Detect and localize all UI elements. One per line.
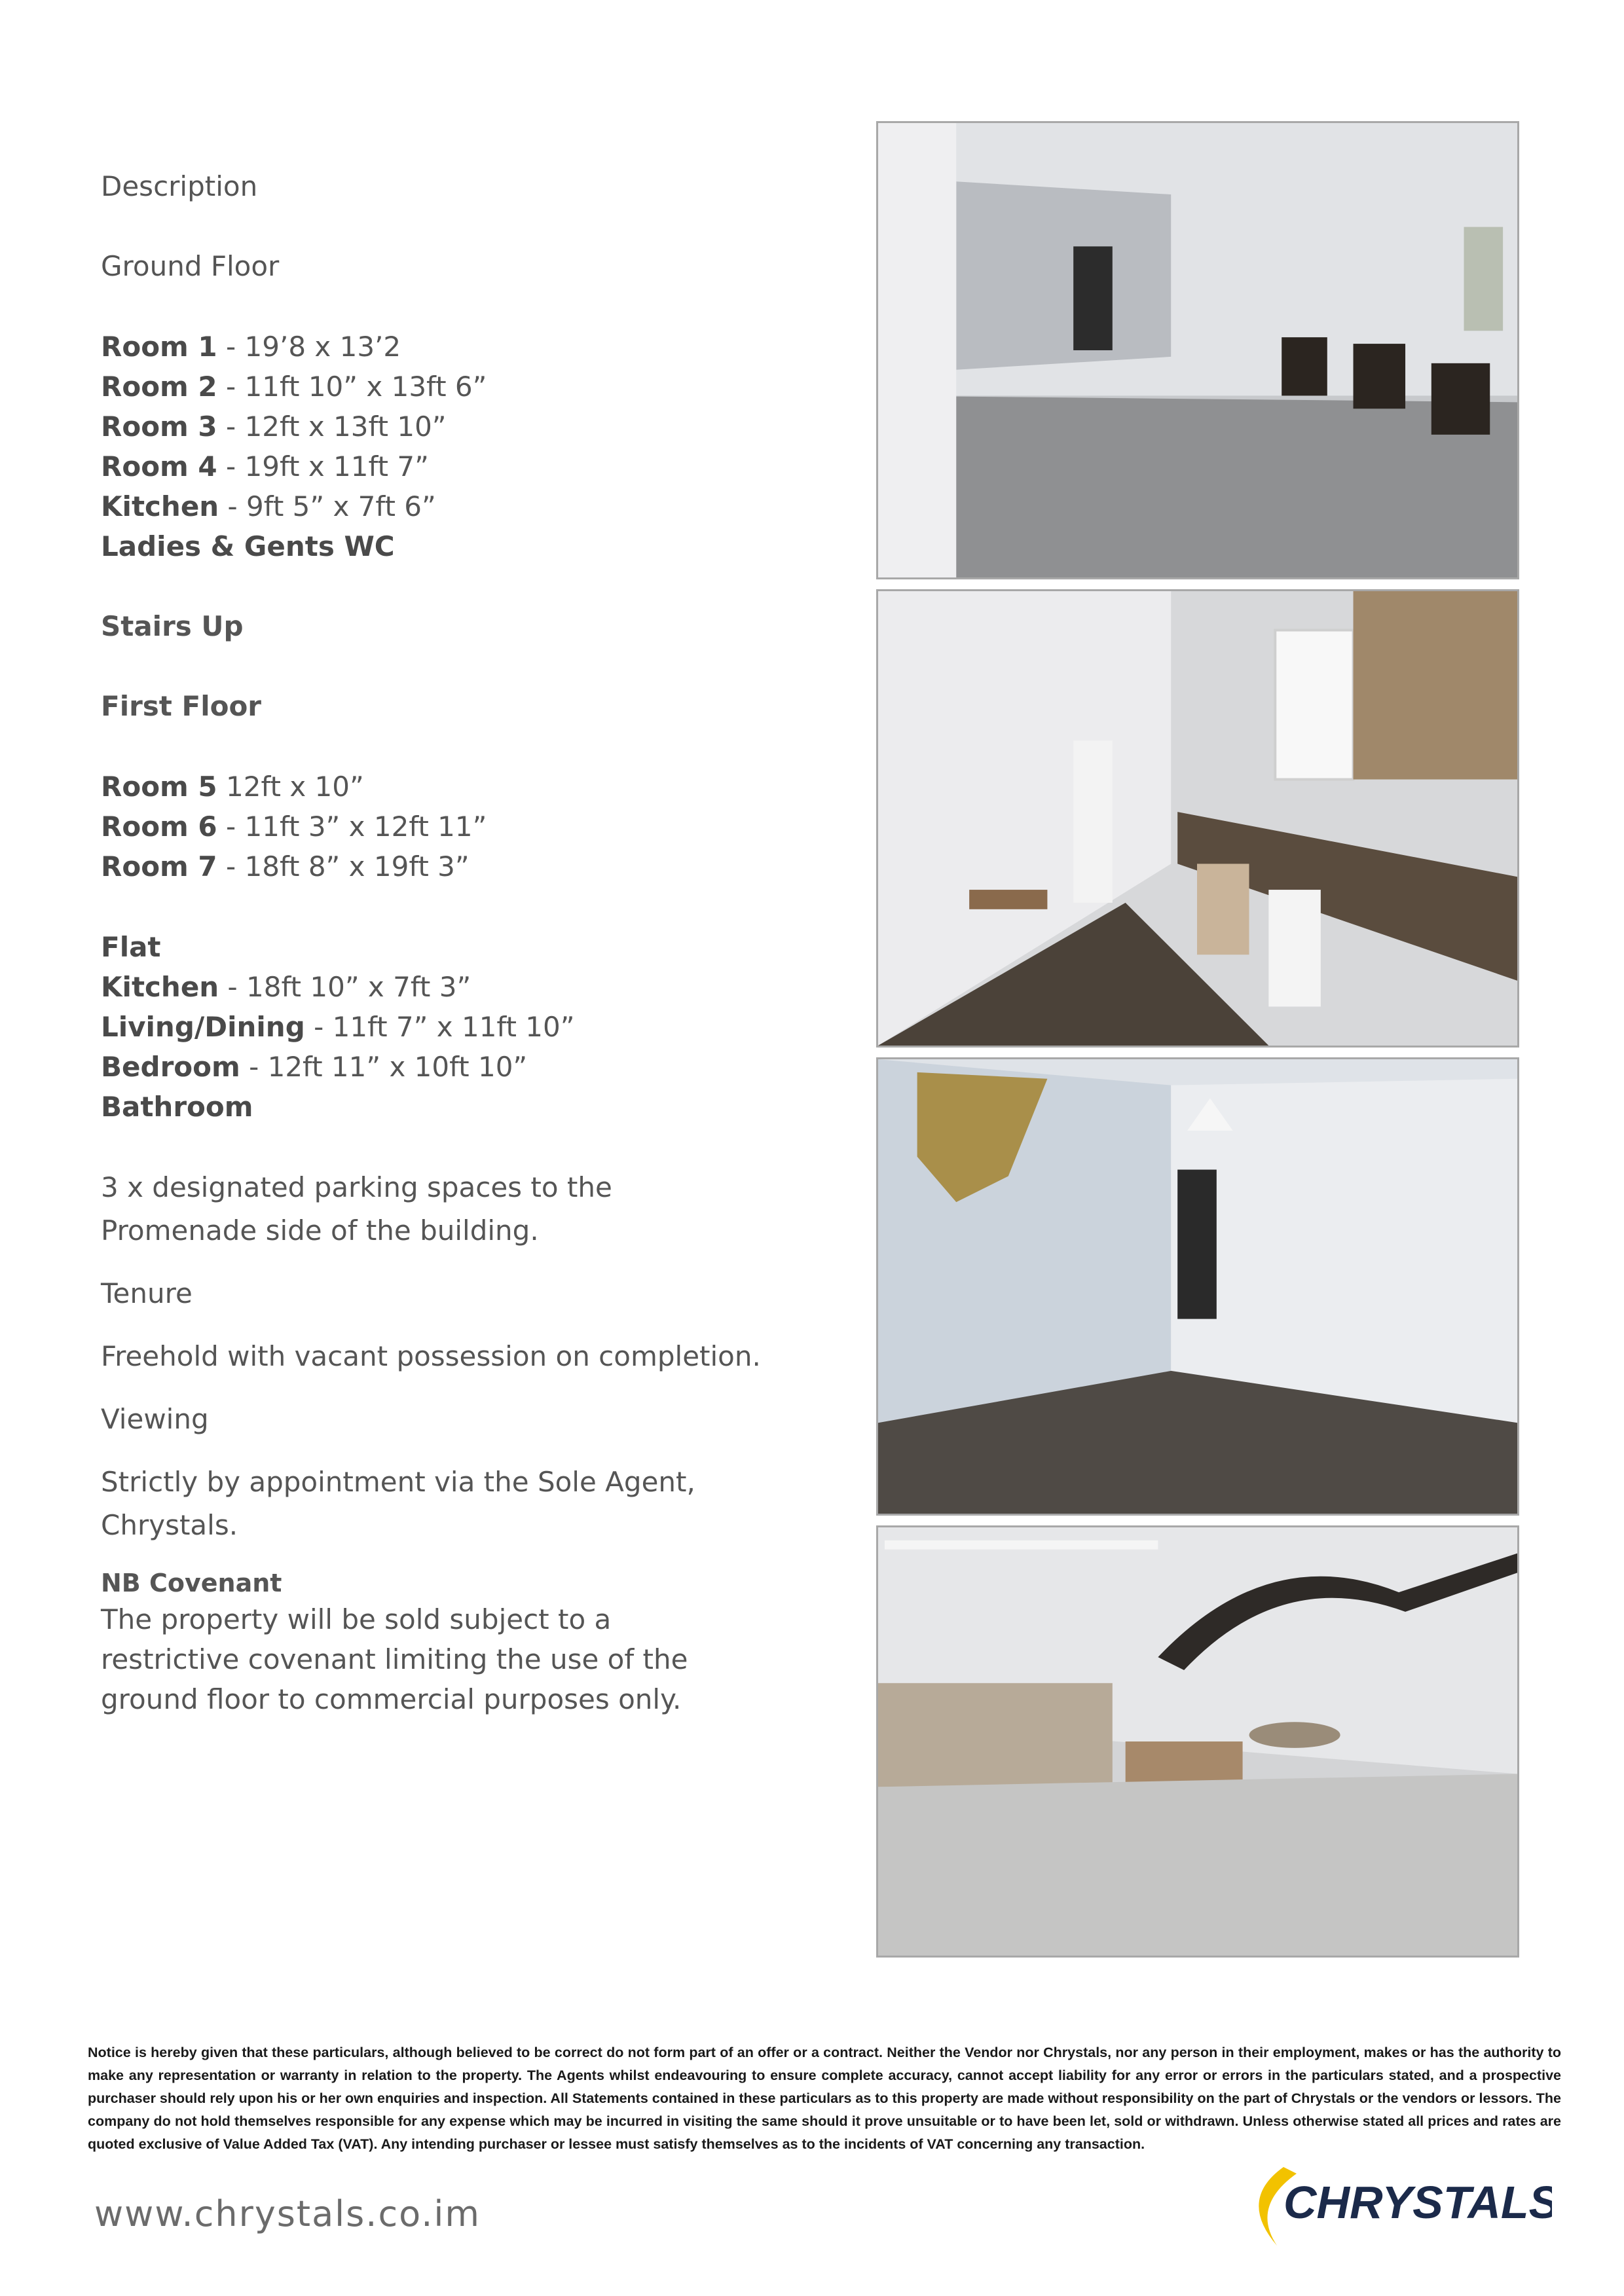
room-line [101, 767, 808, 807]
room-name: Room 1 [101, 331, 217, 363]
room-line [101, 486, 808, 526]
flat-rooms [101, 927, 808, 1127]
description-heading: Description [101, 170, 258, 202]
first-floor-heading: First Floor [101, 690, 262, 722]
tenure-heading: Tenure [101, 1277, 193, 1309]
viewing-text: Strictly by appointment via the Sole Agent, Chrystals. [101, 1466, 695, 1541]
room-name: Room 4 [101, 450, 217, 483]
flat-heading [101, 927, 808, 967]
room-name: Bathroom [101, 1091, 253, 1123]
room-line [101, 807, 808, 847]
room-line [101, 847, 808, 886]
room-line [101, 526, 808, 566]
room-dims: - 19’8 x 13’2 [217, 331, 401, 363]
room-dims: - 11ft 3” x 12ft 11” [217, 811, 487, 843]
logo-wordmark: CHRYSTALS [1283, 2177, 1552, 2228]
room-name: Room 2 [101, 371, 217, 403]
photo-kitchen [876, 589, 1519, 1048]
room-name: Room 7 [101, 850, 217, 883]
room-name: Room 5 [101, 771, 217, 803]
room-name: Living/Dining [101, 1011, 305, 1043]
room-line [101, 407, 808, 446]
room-name: Room 3 [101, 410, 217, 443]
tenure-text: Freehold with vacant possession on completion. [101, 1340, 761, 1372]
room-name: Room 6 [101, 811, 217, 843]
disclaimer-notice: Notice is hereby given that these particulars, although believed to be correct do not form part of an offer or a contract. Neither the Vendor nor Chrystals, nor any person in their employment, makes or has the authority to make any representation or warranty in relation to the property. The Agents whilst endeavouring to ensure complete accuracy, cannot accept liability for any error or errors in the particulars stated, and a prospective purchaser should rely upon his or her own enquiries and inspection. All Statements contained in these particulars as to this property are made without responsibility on the part of Chrystals or the vendors or lessors. The company do not hold themselves responsible for any expense which may be incurred in visiting the same should it prove unsuitable or to have been let, sold or withdrawn. Unless otherwise stated all prices and rates are quoted exclusive of Value Added Tax (VAT). Any intending purchaser or lessee must satisfy themselves as to the incidents of VAT concerning any transaction. [88, 2045, 1561, 2152]
room-dims: - 11ft 10” x 13ft 6” [217, 371, 487, 403]
room-line [101, 1087, 808, 1127]
room-dims: - 12ft x 13ft 10” [217, 410, 447, 443]
room-name: Bedroom [101, 1051, 240, 1083]
parking-text: 3 x designated parking spaces to the Promenade side of the building. [101, 1171, 612, 1247]
ground-floor-heading: Ground Floor [101, 250, 280, 282]
room-name: Kitchen [101, 490, 219, 522]
photo-first-floor-room [876, 1525, 1519, 1958]
website-link[interactable]: www.chrystals.co.im [94, 2193, 481, 2234]
room-dims: - 11ft 7” x 11ft 10” [304, 1011, 575, 1043]
room-dims: - 9ft 5” x 7ft 6” [219, 490, 436, 522]
room-dims: 12ft x 10” [217, 771, 364, 803]
covenant-heading: NB Covenant [101, 1569, 282, 1597]
room-line [101, 1047, 808, 1087]
room-name: Ladies & Gents WC [101, 530, 395, 562]
flat-heading-text: Flat [101, 931, 161, 963]
room-dims: - 12ft 11” x 10ft 10” [240, 1051, 528, 1083]
room-line [101, 967, 808, 1007]
photo-bedroom [876, 1057, 1519, 1516]
room-name: Kitchen [101, 971, 219, 1003]
viewing-heading: Viewing [101, 1403, 209, 1435]
room-dims: - 18ft 10” x 7ft 3” [219, 971, 471, 1003]
room-line [101, 1007, 808, 1047]
room-dims: - 18ft 8” x 19ft 3” [217, 850, 470, 883]
covenant-text: The property will be sold subject to a restrictive covenant limiting the use of the ground floor to commercial purposes only. [101, 1603, 688, 1715]
room-line [101, 327, 808, 367]
first-floor-rooms [101, 767, 808, 886]
photo-ground-floor-room [876, 121, 1519, 579]
ground-floor-rooms [101, 327, 808, 566]
chrystals-logo [1238, 2160, 1552, 2252]
stairs-heading: Stairs Up [101, 610, 244, 642]
description-column [101, 167, 808, 1719]
room-dims: - 19ft x 11ft 7” [217, 450, 429, 483]
room-line [101, 367, 808, 407]
room-line [101, 446, 808, 486]
